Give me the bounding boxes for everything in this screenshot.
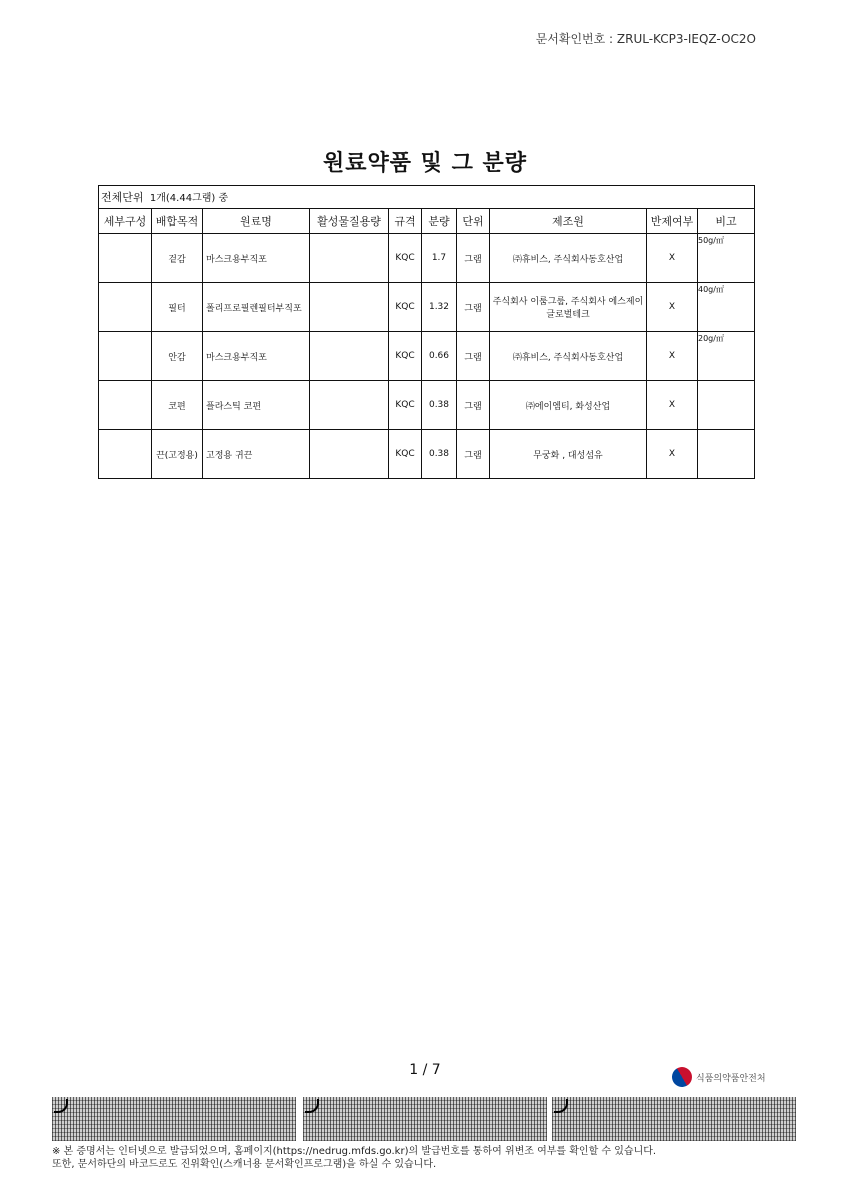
cell-amount: 1.32 <box>422 283 457 332</box>
document-number: 문서확인번호 : ZRUL-KCP3-IEQZ-OC2O <box>535 32 756 46</box>
cell-purpose: 끈(고정용) <box>152 430 203 479</box>
cell-active <box>310 234 389 283</box>
footer-line: 또한, 문서하단의 바코드로도 진위확인(스캐너용 문서확인프로그램)을 하실 수 있습니다. <box>52 1159 437 1170</box>
column-header: 활성물질용량 <box>310 209 389 234</box>
column-header: 단위 <box>457 209 490 234</box>
cell-spec: KQC <box>389 234 422 283</box>
column-header: 배합목적 <box>152 209 203 234</box>
cell-purpose: 겉감 <box>152 234 203 283</box>
ingredients-table <box>98 185 755 479</box>
cell-maker: ㈜휴비스, 주식회사동호산업 <box>490 332 647 381</box>
table-row <box>99 332 755 381</box>
cell-spec: KQC <box>389 430 422 479</box>
cell-note: 50g/㎡ <box>698 234 755 283</box>
cell-maker: 무궁화 , 대성섬유 <box>490 430 647 479</box>
cell-active <box>310 283 389 332</box>
cell-purpose: 안감 <box>152 332 203 381</box>
cell-unit: 그램 <box>457 430 490 479</box>
cell-active <box>310 381 389 430</box>
cell-amount: 0.66 <box>422 332 457 381</box>
column-header: 원료명 <box>203 209 310 234</box>
table-header <box>99 209 755 234</box>
cell-semi: X <box>647 283 698 332</box>
cell-unit: 그램 <box>457 234 490 283</box>
cell-semi: X <box>647 430 698 479</box>
cell-component <box>99 430 152 479</box>
cell-unit: 그램 <box>457 332 490 381</box>
cell-spec: KQC <box>389 332 422 381</box>
barcode-image <box>52 1097 296 1141</box>
cell-active <box>310 332 389 381</box>
cell-purpose: 필터 <box>152 283 203 332</box>
cell-semi: X <box>647 234 698 283</box>
cell-spec: KQC <box>389 381 422 430</box>
footer-notice <box>52 1145 812 1171</box>
page-title: 원료약품 및 그 분량 <box>323 151 527 176</box>
cell-maker: 주식회사 이룸그룹, 주식회사 에스제이글로벌테크 <box>490 283 647 332</box>
cell-purpose: 코편 <box>152 381 203 430</box>
column-header: 비고 <box>698 209 755 234</box>
cell-note <box>698 430 755 479</box>
cell-ingredient: 고정용 귀끈 <box>203 430 310 479</box>
total-unit-value: 1개(4.44그램) 중 <box>149 193 229 204</box>
cell-ingredient: 마스크용부직포 <box>203 332 310 381</box>
cell-maker: ㈜에이엠티, 화성산업 <box>490 381 647 430</box>
cell-unit: 그램 <box>457 381 490 430</box>
barcode-image <box>552 1097 796 1141</box>
cell-component <box>99 283 152 332</box>
footer-line: ※ 본 증명서는 인터넷으로 발급되었으며, 홈페이지(https://nedrug.mfds.go.kr)의 발급번호를 통하여 위변조 여부를 확인할 수 있습니다. <box>52 1146 657 1157</box>
cell-maker: ㈜휴비스, 주식회사동호산업 <box>490 234 647 283</box>
column-header: 제조원 <box>490 209 647 234</box>
total-unit-row <box>99 186 755 209</box>
cell-note: 20g/㎡ <box>698 332 755 381</box>
table-row <box>99 430 755 479</box>
cell-amount: 0.38 <box>422 430 457 479</box>
barcode-image <box>303 1097 547 1141</box>
cell-active <box>310 430 389 479</box>
cell-spec: KQC <box>389 283 422 332</box>
cell-ingredient: 폴리프로필렌필터부직포 <box>203 283 310 332</box>
total-unit-label: 전체단위 <box>101 191 144 204</box>
agency-logo <box>672 1067 766 1087</box>
cell-note <box>698 381 755 430</box>
cell-component <box>99 332 152 381</box>
cell-ingredient: 마스크용부직포 <box>203 234 310 283</box>
table-row <box>99 381 755 430</box>
cell-note: 40g/㎡ <box>698 283 755 332</box>
cell-semi: X <box>647 381 698 430</box>
page-number: 1 / 7 <box>409 1062 441 1078</box>
column-header: 반제여부 <box>647 209 698 234</box>
taegeuk-icon <box>668 1063 695 1090</box>
cell-amount: 1.7 <box>422 234 457 283</box>
cell-unit: 그램 <box>457 283 490 332</box>
cell-component <box>99 234 152 283</box>
column-header: 규격 <box>389 209 422 234</box>
column-header: 세부구성 <box>99 209 152 234</box>
table-row <box>99 234 755 283</box>
cell-ingredient: 플라스틱 코편 <box>203 381 310 430</box>
cell-semi: X <box>647 332 698 381</box>
cell-amount: 0.38 <box>422 381 457 430</box>
agency-name: 식품의약품안전처 <box>696 1073 766 1084</box>
column-header: 분량 <box>422 209 457 234</box>
table-row <box>99 283 755 332</box>
cell-component <box>99 381 152 430</box>
